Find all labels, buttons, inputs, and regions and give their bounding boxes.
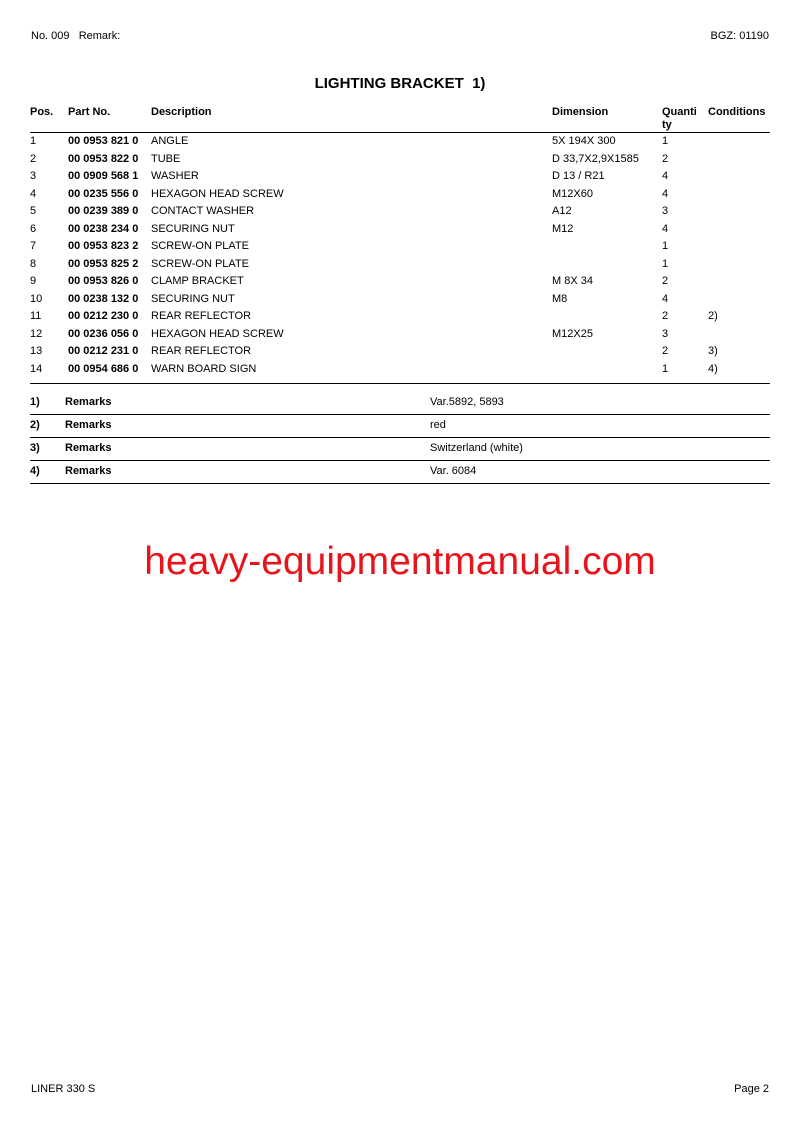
table-row — [30, 151, 770, 169]
cell-pos: 5 — [30, 205, 37, 217]
table-row — [30, 326, 770, 344]
cell-dimension — [552, 308, 662, 326]
cell-pos: 4 — [30, 187, 37, 200]
cell-description: SECURING NUT — [151, 292, 235, 305]
cell-quantity: 2 — [662, 275, 669, 287]
cell-quantity: 4 — [662, 222, 669, 235]
cell-quantity: 2 — [662, 152, 669, 165]
cell-conditions: 2) — [708, 310, 718, 322]
cell-dimension — [552, 238, 662, 256]
cell-part-no: 00 0238 132 0 — [68, 292, 139, 305]
cell-pos: 11 — [30, 310, 42, 322]
table-row — [30, 221, 770, 239]
cell-part-no: 00 0235 556 0 — [68, 187, 139, 200]
cell-description: SECURING NUT — [151, 222, 235, 235]
cell-dimension: M12X60 — [552, 187, 593, 200]
cell-quantity: 4 — [662, 170, 669, 182]
cell-pos: 6 — [30, 222, 37, 235]
cell-description: REAR REFLECTOR — [151, 310, 252, 322]
cell-part-no: 00 0236 056 0 — [68, 327, 139, 340]
cell-description: ANGLE — [151, 135, 189, 147]
cell-quantity: 2 — [662, 345, 669, 357]
cell-description: CLAMP BRACKET — [151, 275, 244, 287]
table-row — [30, 203, 770, 221]
col-header-part-no: Part No. — [68, 106, 111, 118]
remark-row — [30, 462, 770, 484]
page-title: LIGHTING BRACKET 1) — [314, 75, 486, 92]
cell-conditions — [708, 221, 770, 239]
cell-quantity: 1 — [662, 240, 669, 252]
remark-row — [30, 439, 770, 461]
cell-pos: 12 — [30, 327, 43, 340]
cell-dimension: M12X25 — [552, 327, 593, 340]
cell-pos: 3 — [30, 170, 37, 182]
remark-text: Var.5892, 5893 — [430, 396, 504, 408]
cell-part-no: 00 0238 234 0 — [68, 222, 139, 235]
cell-description: HEXAGON HEAD SCREW — [151, 187, 284, 200]
table-row — [30, 256, 770, 274]
cell-part-no: 00 0212 231 0 — [68, 345, 139, 357]
cell-dimension: D 13 / R21 — [552, 170, 605, 182]
cell-conditions — [708, 133, 770, 151]
cell-quantity: 4 — [662, 292, 669, 305]
cell-dimension: A12 — [552, 205, 572, 217]
cell-quantity: 3 — [662, 205, 669, 217]
remark-number: 1) — [30, 396, 40, 408]
cell-part-no: 00 0953 822 0 — [68, 152, 139, 165]
cell-part-no: 00 0953 825 2 — [68, 257, 139, 270]
remark-label: Remarks — [65, 442, 112, 454]
table-row — [30, 238, 770, 256]
table-row — [30, 133, 770, 151]
cell-description: WARN BOARD SIGN — [151, 362, 257, 375]
col-header-quantity: Quanti ty — [662, 106, 697, 131]
cell-quantity: 1 — [662, 362, 669, 375]
cell-dimension — [552, 256, 662, 274]
remark-number: 4) — [30, 465, 40, 477]
cell-quantity: 3 — [662, 327, 669, 340]
cell-dimension — [552, 343, 662, 361]
remark-label: Remarks — [65, 465, 112, 477]
remark-label: Remarks — [65, 396, 112, 408]
cell-dimension: M8 — [552, 292, 568, 305]
watermark-text: heavy-equipmentmanual.com — [144, 540, 656, 583]
cell-description: TUBE — [151, 152, 181, 165]
remark-label: Remarks — [65, 419, 112, 431]
cell-conditions — [708, 186, 770, 204]
remark-text: Var. 6084 — [430, 465, 477, 477]
footer-page-number: Page 2 — [734, 1083, 769, 1095]
table-row — [30, 308, 770, 326]
cell-description: SCREW-ON PLATE — [151, 240, 249, 252]
cell-part-no: 00 0954 686 0 — [68, 362, 139, 375]
parts-table-body — [30, 133, 770, 384]
cell-quantity: 1 — [662, 135, 669, 147]
footer-model: LINER 330 S — [31, 1083, 96, 1095]
cell-conditions — [708, 273, 770, 291]
cell-part-no: 00 0239 389 0 — [68, 205, 139, 217]
cell-pos: 7 — [30, 240, 37, 252]
cell-description: CONTACT WASHER — [151, 205, 255, 217]
table-row — [30, 343, 770, 361]
table-row — [30, 168, 770, 186]
cell-description: REAR REFLECTOR — [151, 345, 252, 357]
cell-pos: 14 — [30, 362, 43, 375]
parts-table — [30, 106, 770, 384]
col-header-dimension: Dimension — [552, 106, 609, 118]
cell-description: WASHER — [151, 170, 199, 182]
cell-pos: 1 — [30, 135, 37, 147]
remark-number: 3) — [30, 442, 40, 454]
cell-part-no: 00 0953 823 2 — [68, 240, 139, 252]
cell-description: SCREW-ON PLATE — [151, 257, 249, 270]
cell-pos: 13 — [30, 345, 43, 357]
remark-row — [30, 393, 770, 415]
header-document-number: No. 009 Remark: — [31, 30, 121, 42]
col-header-conditions: Conditions — [708, 106, 766, 118]
table-row — [30, 186, 770, 204]
table-row — [30, 361, 770, 384]
header-bgz-code: BGZ: 01190 — [710, 30, 769, 42]
cell-conditions — [708, 291, 770, 309]
cell-quantity: 2 — [662, 310, 669, 322]
cell-pos: 2 — [30, 152, 37, 165]
remark-number: 2) — [30, 419, 40, 431]
cell-pos: 9 — [30, 275, 37, 287]
cell-pos: 10 — [30, 292, 43, 305]
table-row — [30, 273, 770, 291]
remark-row — [30, 416, 770, 438]
parts-table-header — [30, 106, 770, 133]
cell-pos: 8 — [30, 257, 37, 270]
cell-dimension — [552, 361, 662, 384]
cell-conditions — [708, 256, 770, 274]
col-header-pos: Pos. — [30, 106, 54, 118]
cell-part-no: 00 0953 826 0 — [68, 275, 139, 287]
remark-text: Switzerland (white) — [430, 442, 523, 454]
cell-part-no: 00 0212 230 0 — [68, 310, 139, 322]
cell-conditions — [708, 203, 770, 221]
table-row — [30, 291, 770, 309]
cell-dimension: D 33,7X2,9X1585 — [552, 152, 639, 165]
cell-part-no: 00 0909 568 1 — [68, 170, 139, 182]
remark-text: red — [430, 419, 446, 431]
cell-quantity: 4 — [662, 187, 669, 200]
cell-part-no: 00 0953 821 0 — [68, 135, 139, 147]
cell-conditions: 3) — [708, 345, 718, 357]
cell-dimension: M 8X 34 — [552, 275, 593, 287]
cell-description: HEXAGON HEAD SCREW — [151, 327, 284, 340]
col-header-description: Description — [151, 106, 212, 118]
cell-conditions — [708, 168, 770, 186]
cell-dimension: M12 — [552, 222, 574, 235]
cell-conditions — [708, 151, 770, 169]
remarks-section — [30, 393, 770, 484]
cell-quantity: 1 — [662, 257, 669, 270]
cell-conditions: 4) — [708, 362, 718, 375]
cell-dimension: 5X 194X 300 — [552, 135, 616, 147]
cell-conditions — [708, 238, 770, 256]
cell-conditions — [708, 326, 770, 344]
